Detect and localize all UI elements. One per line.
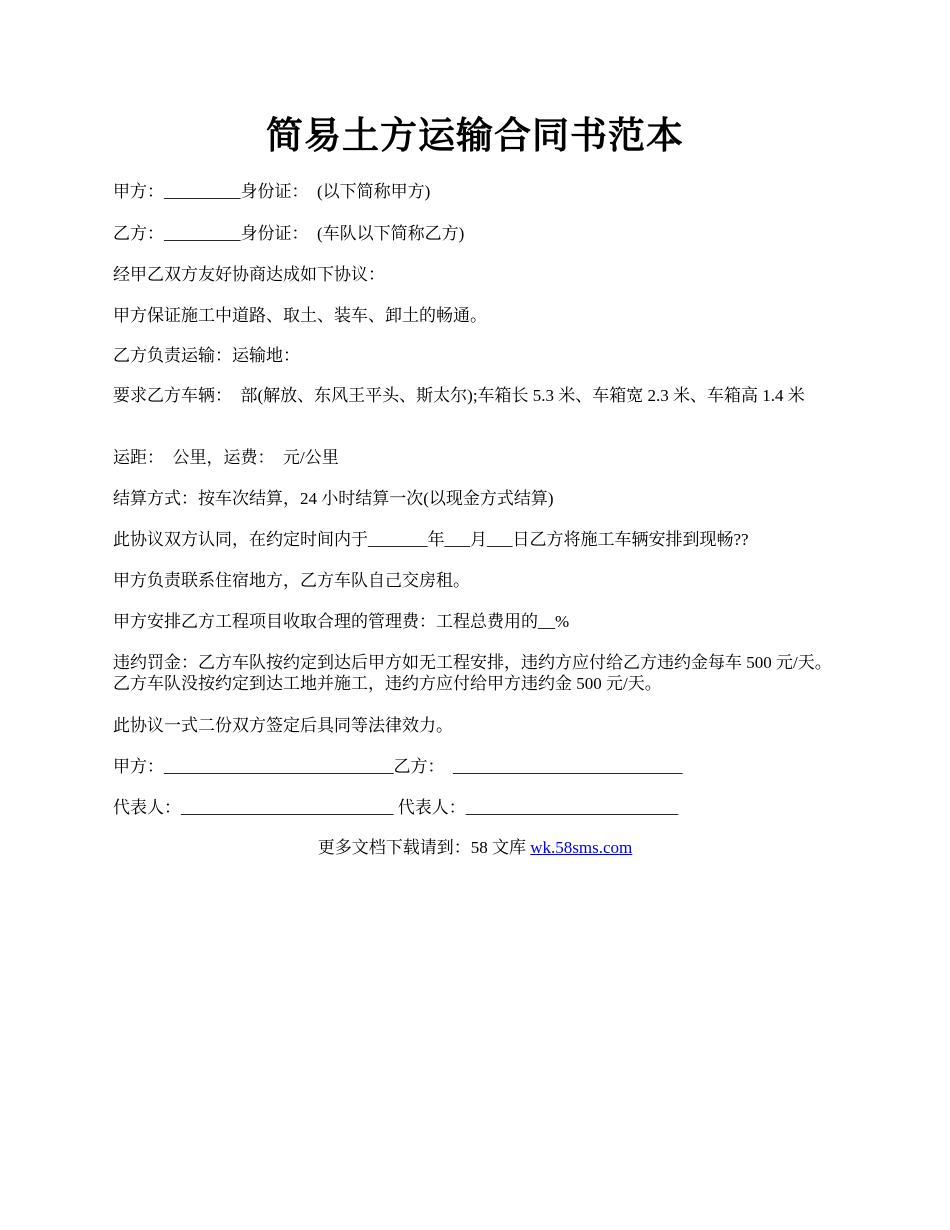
clause-road-access: 甲方保证施工中道路、取土、装车、卸土的畅通。 xyxy=(113,306,487,325)
signature-representatives-line: 代表人：_________________________ 代表人：_________________________ xyxy=(113,798,679,817)
footer-link[interactable]: wk.58sms.com xyxy=(530,838,633,857)
clause-penalty: 违约罚金：乙方车队按约定到达后甲方如无工程安排，违约方应付给乙方违约金每车 500 元/天。乙方车队没按约定到达工地并施工，违约方应付给甲方违约金 500 元/天。 xyxy=(113,653,832,693)
party-b-line: 乙方：_________身份证： (车队以下简称乙方) xyxy=(113,224,465,243)
clause-accommodation: 甲方负责联系住宿地方，乙方车队自己交房租。 xyxy=(113,571,470,590)
clause-schedule: 此协议双方认同，在约定时间内于_______年___月___日乙方将施工车辆安排到现畅?? xyxy=(113,530,749,549)
clause-vehicle-requirements: 要求乙方车辆： 部(解放、东风王平头、斯太尔);车箱长 5.3 米、车箱宽 2.3 米、车箱高 1.4 米 xyxy=(113,386,805,405)
clause-settlement: 结算方式：按车次结算，24 小时结算一次(以现金方式结算) xyxy=(113,489,554,508)
clause-management-fee: 甲方安排乙方工程项目收取合理的管理费：工程总费用的__% xyxy=(113,612,570,631)
document-title: 简易土方运输合同书范本 xyxy=(266,116,684,157)
agreement-intro: 经甲乙双方友好协商达成如下协议： xyxy=(113,265,385,284)
clause-distance-fee: 运距： 公里，运费： 元/公里 xyxy=(113,448,339,467)
download-footer xyxy=(0,837,950,858)
party-a-line: 甲方：_________身份证： (以下简称甲方) xyxy=(113,182,431,201)
clause-validity: 此协议一式二份双方签定后具同等法律效力。 xyxy=(113,716,453,735)
clause-transport-location: 乙方负责运输：运输地： xyxy=(113,346,300,365)
signature-parties-line: 甲方：___________________________乙方： ___________________________ xyxy=(113,757,683,776)
footer-text: 更多文档下载请到：58 文库 xyxy=(317,838,531,857)
